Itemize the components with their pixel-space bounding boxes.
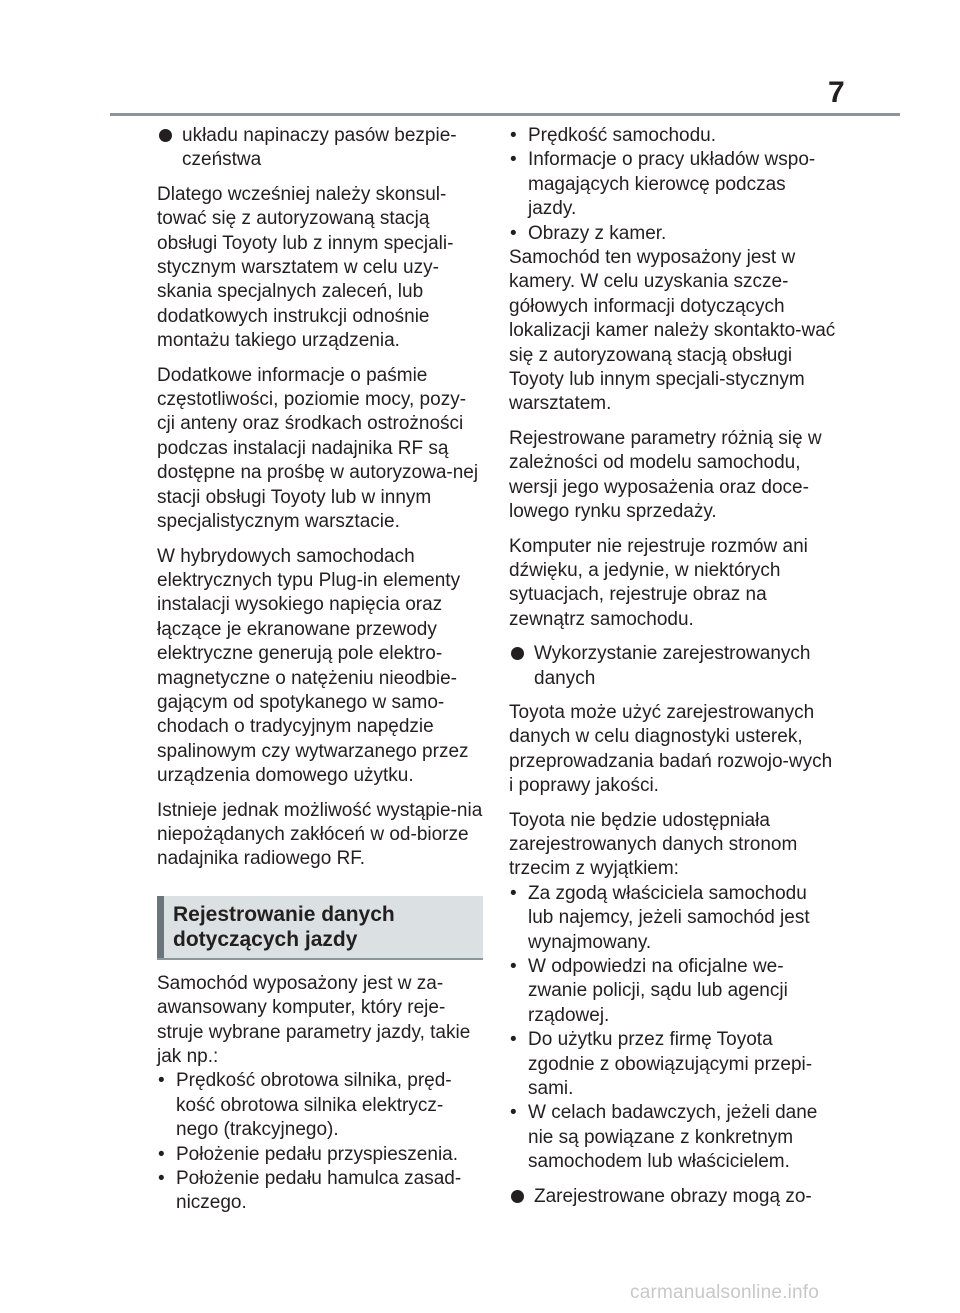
bullet-list: [509, 124, 837, 246]
section-heading: [157, 896, 483, 960]
paragraph: W hybrydowych samochodach elektrycznych typu Plug-in elementy instalacji wysokiego napięcia oraz łączące je ekranowane przewody elektryczne generują pole elektro-magnetyczne o natężeniu nieodbie-gającym od spotykanego w samo-chodach o tradycyjnym napędzie spalinowym czy wytwarzanego przez urządzenia domowego użytku.: [157, 545, 469, 787]
paragraph: Istnieje jednak możliwość wystąpie-nia niepożądanych zakłóceń w od-biorze nadajnika radiowego RF.: [157, 799, 483, 870]
paragraph: Komputer nie rejestruje rozmów ani dźwięku, a jedynie, w niektórych sytuacjach, rejestruje obraz na zewnątrz samochodu.: [509, 535, 808, 630]
paragraph: Dodatkowe informacje o paśmie częstotliwości, poziomie mocy, pozy-cji anteny oraz środkach ostrożności podczas instalacji nadajnika RF są dostępne na prośbę w autoryzowa-nej stacji obsługi Toyoty lub w innym specjalistycznym warsztacie.: [157, 364, 479, 533]
section-heading-bar: [157, 896, 164, 958]
bullet-list: [157, 1069, 483, 1215]
paragraph: Dlatego wcześniej należy skonsul-tować się z autoryzowaną stacją obsługi Toyoty lub z innym specjali-stycznym warsztatem w celu uzy-skania specjalnych zaleceń, lub dodatkowych instrukcji odnośnie montażu takiego urządzenia.: [157, 183, 454, 352]
bullet-text: układu napinaczy pasów bezpie-czeństwa: [182, 125, 457, 171]
list-item: • Obrazy z kamer.: [510, 222, 667, 244]
bullet-text: Wykorzystanie zarejestrowanych danych: [534, 643, 811, 689]
list-item: • W celach badawczych, jeżeli dane nie są powiązane z konkretnym samochodem lub właścicielem.: [510, 1102, 818, 1173]
section-heading-text: Rejestrowanie danych dotyczących jazdy: [173, 902, 395, 951]
bullet-dot-icon: [511, 647, 524, 660]
list-item: • Za zgodą właściciela samochodu lub najemcy, jeżeli samochód jest wynajmowany.: [510, 882, 810, 953]
bullet-text: Zarejestrowane obrazy mogą zo-: [534, 1185, 812, 1207]
bullet-dot-icon: [511, 1190, 524, 1203]
page-number: 7: [828, 76, 845, 109]
footer-watermark: carmanualsonline.info: [630, 1282, 820, 1303]
bullet-list: [509, 882, 837, 1175]
paragraph: Rejestrowane parametry różnią się w zależności od modelu samochodu, wersji jego wyposażenia oraz doce-lowego rynku sprzedaży.: [509, 427, 822, 523]
list-item: • Położenie pedału przyspieszenia.: [158, 1143, 459, 1165]
list-item: • Położenie pedału hamulca zasad-niczego.: [158, 1168, 462, 1214]
paragraph: Samochód ten wyposażony jest w kamery. W celu uzyskania szcze-gółowych informacji dotyczących lokalizacji kamer należy skontakto-wać się z autoryzowaną stacją obsługi Toyoty lub innym specjali-stycznym warsztatem.: [509, 247, 836, 415]
bullet-item: [509, 642, 837, 691]
bullet-dot-icon: [159, 129, 172, 142]
bullet-item: [509, 1185, 837, 1209]
list-item: • Prędkość obrotowa silnika, pręd-kość obrotowa silnika elektrycz-nego (trakcyjnego).: [158, 1070, 452, 1141]
list-item: • Prędkość samochodu.: [510, 125, 716, 146]
bullet-item: [157, 124, 483, 173]
paragraph: Samochód wyposażony jest w za-awansowany komputer, który reje-struje wybrane parametry jazdy, takie jak np.:: [157, 972, 471, 1067]
list-item: • W odpowiedzi na oficjalne we-zwanie policji, sądu lub agencji rządowej.: [510, 956, 788, 1026]
list-item: • Do użytku przez firmę Toyota zgodnie z obowiązującymi przepi-sami.: [510, 1029, 813, 1100]
left-column: [157, 124, 483, 1226]
paragraph: Toyota nie będzie udostępniała zarejestrowanych danych stronom trzecim z wyjątkiem:: [509, 809, 798, 880]
list-item: • Informacje o pracy układów wspo-magających kierowcę podczas jazdy.: [510, 149, 816, 220]
header-rule: [110, 113, 900, 116]
paragraph: Toyota może użyć zarejestrowanych danych w celu diagnostyki usterek, przeprowadzania badań rozwojo-wych i poprawy jakości.: [509, 701, 833, 797]
right-column: [509, 124, 837, 1219]
